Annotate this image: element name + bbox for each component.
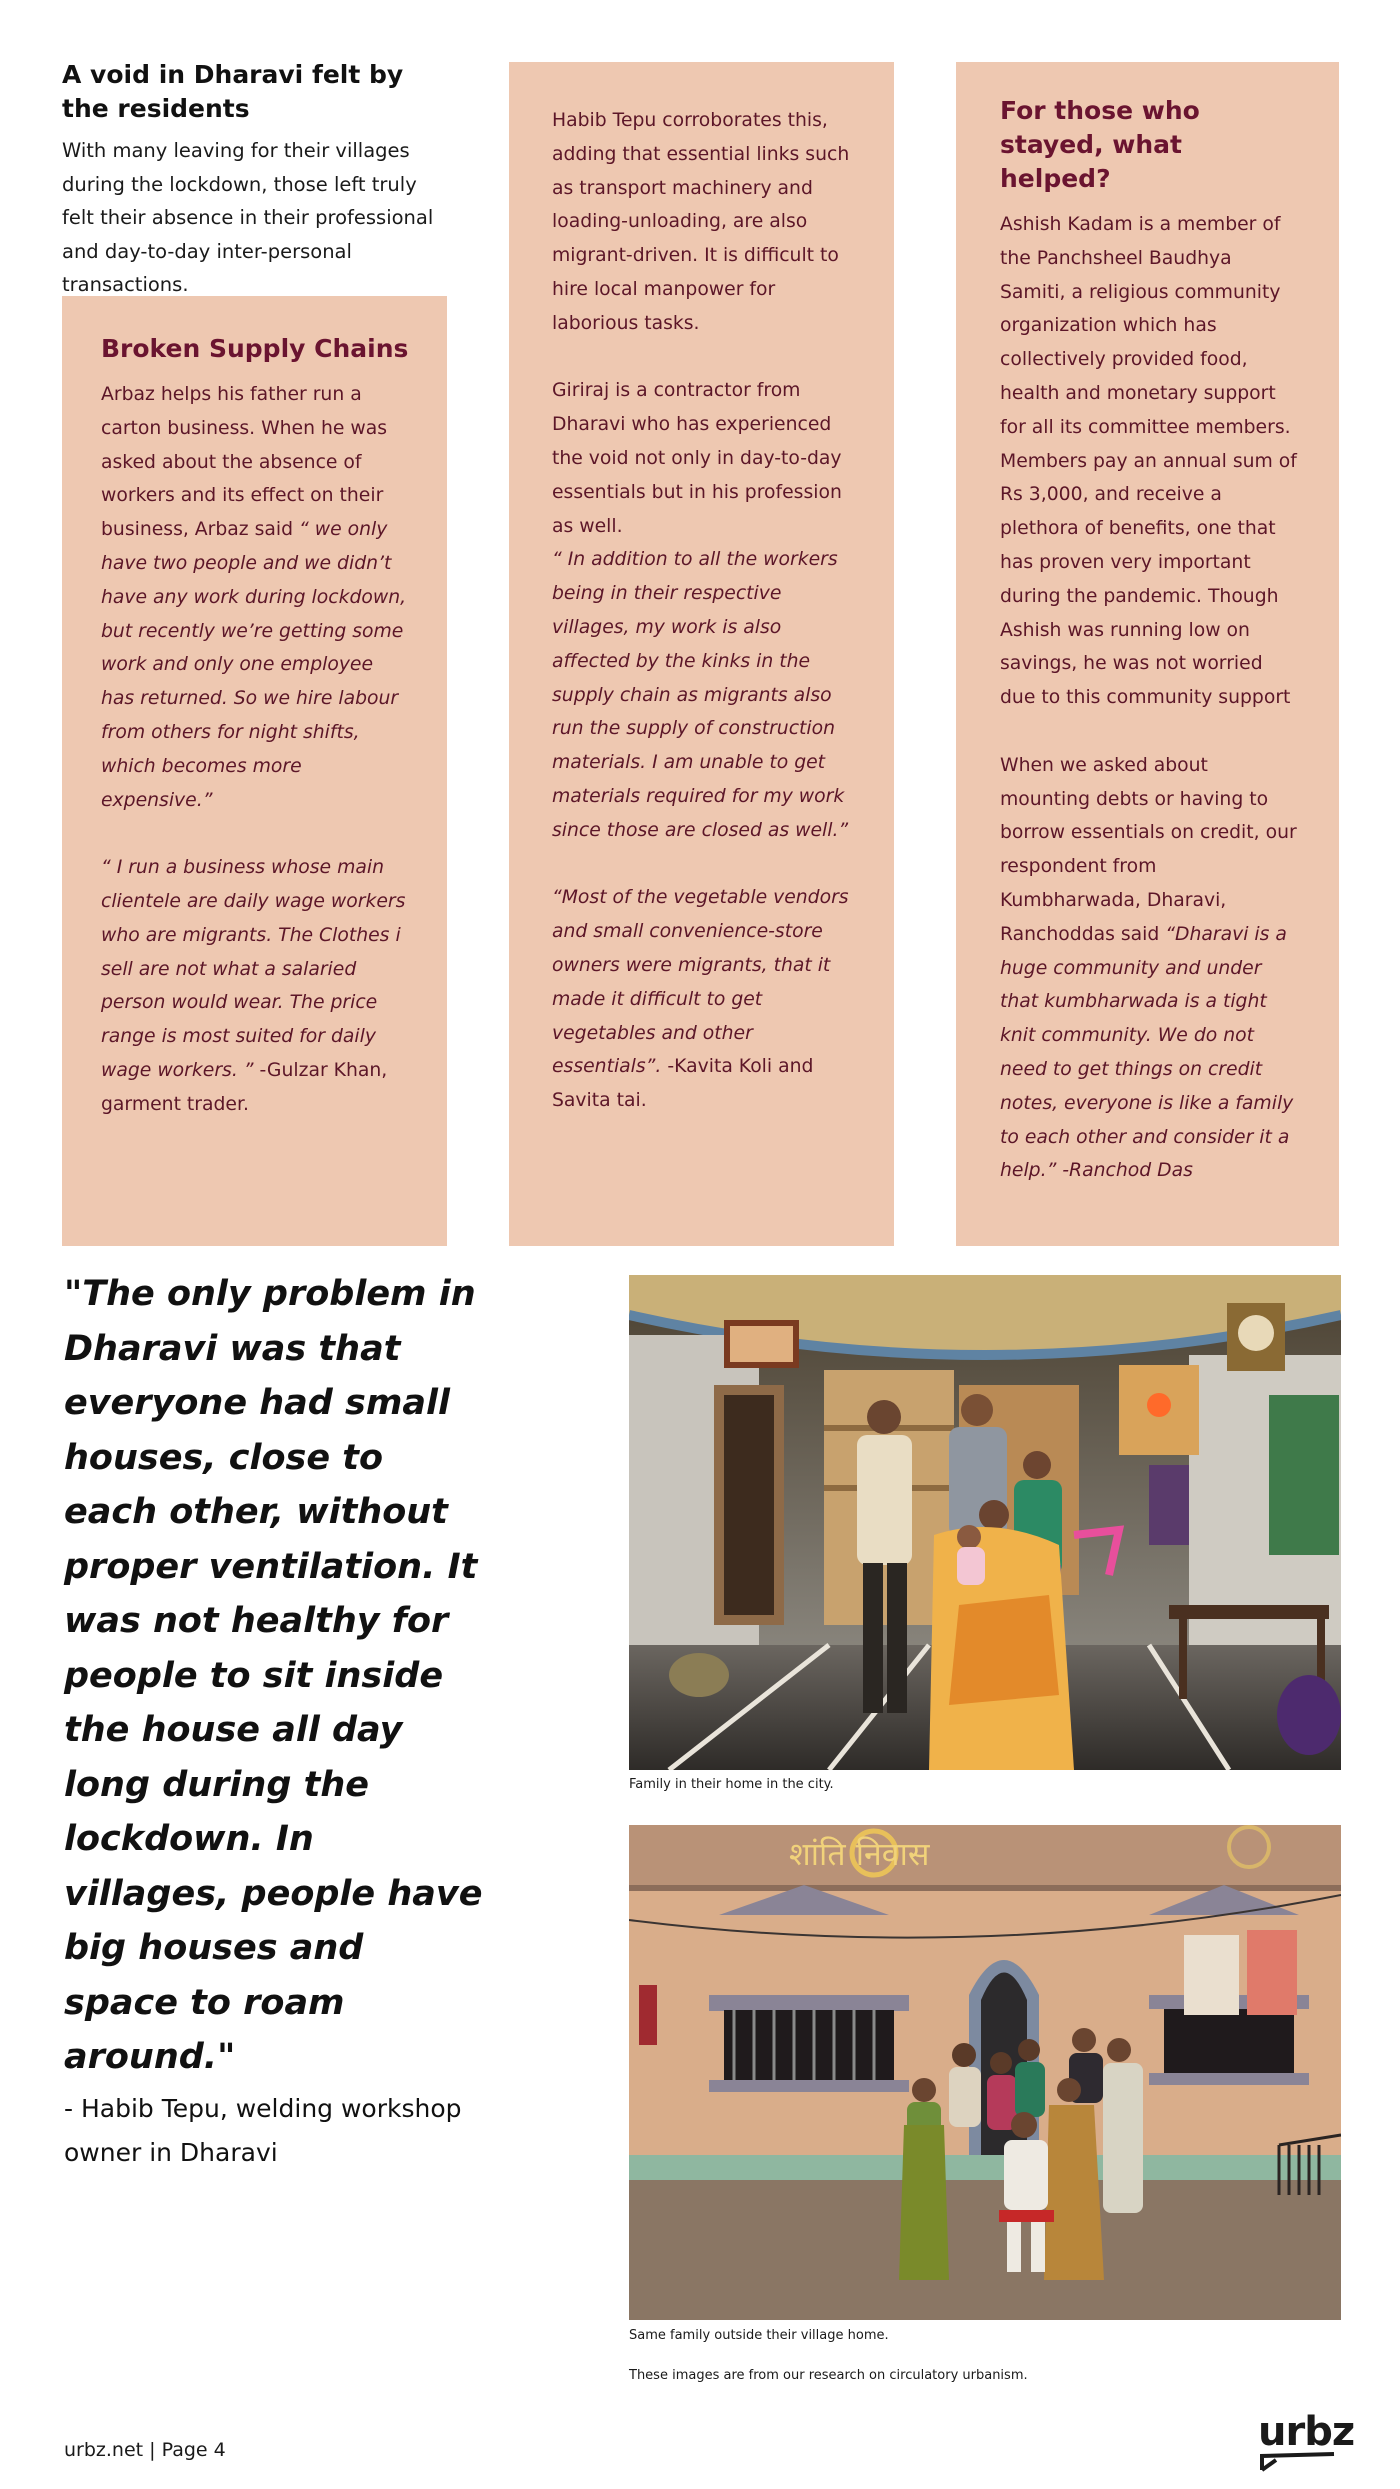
family-home-photo <box>629 1275 1341 1770</box>
giriraj-paragraph: Giriraj is a contractor from Dharavi who has experienced the void not only in day-to-day essentials but in his profession as well. <box>552 380 842 537</box>
giriraj-quote-text: “ In addition to all the workers being in their respective villages, my work is also affected by the kinks in the supply chain as migrants also run the supply of construction materials. I am unable to get materials required for my work since those are closed as well.” <box>552 549 849 841</box>
supply-paragraph-1 <box>101 378 411 817</box>
supply-p2-attribution: -Gulzar Khan, garment trader. <box>101 1059 388 1115</box>
stayed-p2-quote: “Dharavi is a huge community and under that kumbharwada is a tight knit community. We do not need to get things on credit notes, everyone is like a family to each other and consider it a help.” -Ranchod Das <box>1000 923 1294 1182</box>
village-home-photo <box>629 1825 1341 2320</box>
village-sign-text: शांति निवास <box>789 1835 930 1873</box>
stayed-p2-text: When we asked about mounting debts or having to borrow essentials on credit, our respondent from Kumbharwada, Dharavi, Ranchoddas said <box>1000 754 1297 945</box>
pull-quote <box>64 1267 484 2175</box>
vendors-paragraph <box>552 881 856 1118</box>
intro-heading: A void in Dharavi felt by the residents <box>62 60 404 123</box>
page-footer: urbz.net | Page 4 <box>64 2439 226 2461</box>
family-home-illustration <box>629 1275 1341 1770</box>
pull-quote-text: "The only problem in Dharavi was that everyone had small houses, close to each other, without proper ventilation. It was not healthy for people to sit inside the house all day long during the lockdown. In villages, people have big houses and space to roam around." <box>64 1274 483 2077</box>
vendors-quote: “Most of the vegetable vendors and small convenience-store owners were migrants, that it made it difficult to get vegetables and other essentials”. <box>552 887 849 1078</box>
giriraj-quote <box>552 543 856 847</box>
for-those-who-stayed-box <box>956 62 1339 1246</box>
intro-section <box>62 58 454 302</box>
habib-paragraph-1: Habib Tepu corroborates this, adding that essential links such as transport machinery and loading-unloading, are also migrant-driven. It is difficult to hire local manpower for laborious tasks. <box>552 110 850 334</box>
habib-tepu-box <box>509 62 894 1246</box>
village-home-caption: Same family outside their village home. <box>629 2328 889 2343</box>
logo-swoosh-icon <box>1258 2450 1340 2472</box>
pull-quote-attribution: - Habib Tepu, welding workshop owner in Dharavi <box>64 2093 462 2167</box>
intro-body: With many leaving for their villages during the lockdown, those left truly felt their absence in their professional and day-to-day inter-personal transactions. <box>62 139 434 296</box>
supply-paragraph-2 <box>101 851 411 1121</box>
stayed-paragraph-2 <box>1000 749 1301 1188</box>
logo-wordmark: urbz <box>1258 2409 1355 2455</box>
research-note: These images are from our research on circulatory urbanism. <box>629 2368 1028 2383</box>
supply-p1-text: Arbaz helps his father run a carton business. When he was asked about the absence of workers and its effect on their business, Arbaz said <box>101 384 388 541</box>
village-home-illustration <box>629 1825 1341 2320</box>
supply-p1-quote: “ we only have two people and we didn’t have any work during lockdown, but recently we’re getting some work and only one employee has returned. So we hire labour from others for night shifts, which becomes more expensive.” <box>101 519 407 811</box>
broken-supply-chains-box <box>62 296 447 1246</box>
vendors-attribution: -Kavita Koli and Savita tai. <box>552 1056 814 1112</box>
urbz-logo <box>1258 2409 1355 2472</box>
family-home-caption: Family in their home in the city. <box>629 1777 834 1792</box>
supply-p2-quote: “ I run a business whose main clientele are daily wage workers who are migrants. The Clothes i sell are not what a salaried person would wear. The price range is most suited for daily wage workers. ” <box>101 857 406 1081</box>
supply-heading: Broken Supply Chains <box>101 334 409 363</box>
stayed-heading: For those who stayed, what helped? <box>1000 96 1200 193</box>
stayed-paragraph-1: Ashish Kadam is a member of the Panchsheel Baudhya Samiti, a religious community organization which has collectively provided food, health and monetary support for all its committee members. Members pay an annual sum of Rs 3,000, and receive a plethora of benefits, one that has proven very important during the pandemic. Though Ashish was running low on savings, he was not worried due to this community support <box>1000 214 1297 709</box>
